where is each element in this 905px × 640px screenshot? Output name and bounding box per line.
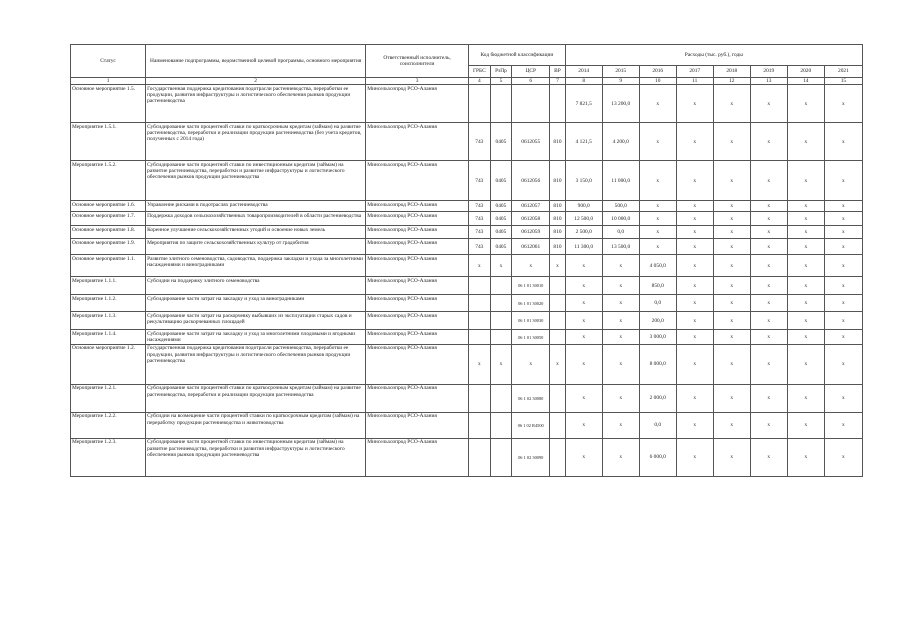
row-status: Основное мероприятие 1.1. (71, 255, 146, 277)
row-expense-value: x (565, 330, 602, 345)
row-expense-value: 900,0 (565, 201, 602, 212)
row-expense-value: x (787, 412, 824, 438)
header-year: 2017 (676, 66, 713, 78)
row-expense-value: x (676, 255, 713, 277)
row-grbs: x (469, 344, 491, 384)
row-grbs (469, 85, 491, 123)
row-expense-value: x (787, 201, 824, 212)
budget-table (70, 44, 863, 477)
row-expense-value: x (787, 255, 824, 277)
row-grbs (469, 384, 491, 412)
row-expense-value: x (824, 212, 862, 226)
row-expense-value: x (602, 277, 639, 295)
row-expense-value: x (750, 239, 787, 255)
row-name: Субсидирование части процентной ставки по краткосрочным кредитам (займам) на развитие растениеводства, переработки и реализации продукции растениеводства (без учета кредитов, полученных с 2014 года) (146, 123, 366, 161)
row-vr (550, 277, 565, 295)
row-expense-value: x (676, 384, 713, 412)
row-name: Субсидии на поддержку элитного семеноводства (146, 277, 366, 295)
row-expense-value: x (713, 295, 750, 312)
row-expense-value: x (676, 201, 713, 212)
row-expense-value: x (824, 161, 862, 201)
row-expense-value: x (824, 255, 862, 277)
row-name: Мероприятия по защите сельскохозяйственных культур от градобития (146, 239, 366, 255)
row-status: Мероприятие 1.2.1. (71, 384, 146, 412)
row-expense-value: x (750, 312, 787, 330)
row-expense-value: x (787, 212, 824, 226)
row-expense-value: x (676, 438, 713, 476)
table-row (71, 85, 863, 123)
row-name: Коренное улучшение сельскохозяйственных угодий и освоение новых земель (146, 226, 366, 239)
row-expense-value: x (713, 85, 750, 123)
row-csr: x (512, 344, 550, 384)
budget-table-page (70, 44, 863, 477)
column-number: 10 (639, 78, 676, 85)
row-name: Субсидирование части затрат на раскорчевку выбывших из эксплуатации старых садов и рекультивацию раскорчеванных площадей (146, 312, 366, 330)
row-expense-value: x (713, 255, 750, 277)
row-vr: 810 (550, 123, 565, 161)
row-expense-value: x (676, 412, 713, 438)
table-row (71, 330, 863, 345)
row-expense-value: x (602, 330, 639, 345)
row-csr: 0612056 (512, 161, 550, 201)
row-status: Мероприятие 1.2.2. (71, 412, 146, 438)
row-grbs (469, 438, 491, 476)
row-expense-value: x (713, 330, 750, 345)
row-status: Основное мероприятие 1.9. (71, 239, 146, 255)
row-vr: 810 (550, 161, 565, 201)
row-status: Основное мероприятие 1.2. (71, 344, 146, 384)
row-expense-value: 13 200,0 (602, 85, 639, 123)
row-expense-value: x (676, 226, 713, 239)
row-expense-value: x (713, 277, 750, 295)
column-number: 13 (750, 78, 787, 85)
row-expense-value: x (639, 226, 676, 239)
header-rzpr: РзПр (490, 66, 512, 78)
row-executor: Минсельхозпрод РСО-Алания (366, 384, 469, 412)
row-expense-value: x (676, 85, 713, 123)
row-expense-value: x (824, 277, 862, 295)
row-csr: 0612055 (512, 123, 550, 161)
row-vr (550, 412, 565, 438)
row-name: Субсидирование части процентной ставки по краткосрочным кредитам (займам) на развитие растениеводства, переработки и реализации продукции растениеводства (146, 384, 366, 412)
row-executor: Минсельхозпрод РСО-Алания (366, 312, 469, 330)
row-expense-value: 0,0 (639, 295, 676, 312)
row-csr: 06 1 02 R4500 (512, 412, 550, 438)
row-executor: Минсельхозпрод РСО-Алания (366, 438, 469, 476)
row-grbs (469, 277, 491, 295)
row-expense-value: x (602, 438, 639, 476)
row-csr: 06 1 01 30010 (512, 277, 550, 295)
row-csr: 0612059 (512, 226, 550, 239)
row-rzpr (490, 312, 512, 330)
row-rzpr: x (490, 255, 512, 277)
row-expense-value: x (787, 295, 824, 312)
row-expense-value: 10 000,0 (602, 212, 639, 226)
row-csr: 0612057 (512, 201, 550, 212)
row-name: Поддержка доходов сельскохозяйственных товаропроизводителей в области растениеводства (146, 212, 366, 226)
row-expense-value: 4 050,0 (639, 255, 676, 277)
row-expense-value: x (676, 212, 713, 226)
column-number: 15 (824, 78, 862, 85)
row-vr: 810 (550, 226, 565, 239)
row-status: Мероприятие 1.1.3. (71, 312, 146, 330)
row-expense-value: x (824, 239, 862, 255)
row-expense-value: x (713, 161, 750, 201)
table-row (71, 255, 863, 277)
row-rzpr: 0405 (490, 123, 512, 161)
row-expense-value: 2 500,0 (565, 226, 602, 239)
row-expense-value: x (787, 161, 824, 201)
row-expense-value: 11 000,0 (602, 161, 639, 201)
header-grbs: ГРБС (469, 66, 491, 78)
row-expense-value: x (787, 239, 824, 255)
row-grbs (469, 295, 491, 312)
row-expense-value: 200,0 (639, 312, 676, 330)
row-grbs: 743 (469, 226, 491, 239)
row-grbs: 743 (469, 239, 491, 255)
row-vr (550, 85, 565, 123)
row-executor: Минсельхозпрод РСО-Алания (366, 277, 469, 295)
row-executor: Минсельхозпрод РСО-Алания (366, 330, 469, 345)
column-number: 6 (512, 78, 550, 85)
row-expense-value: 11 300,0 (565, 239, 602, 255)
header-name: Наименование подпрограммы, ведомственной целевой программы, основного мероприятия (146, 45, 366, 78)
row-expense-value: x (676, 123, 713, 161)
row-expense-value: x (824, 438, 862, 476)
header-vr: ВР (550, 66, 565, 78)
row-rzpr: 0405 (490, 201, 512, 212)
row-grbs: 743 (469, 212, 491, 226)
row-status: Основное мероприятие 1.7. (71, 212, 146, 226)
row-expense-value: x (565, 277, 602, 295)
row-expense-value: x (787, 85, 824, 123)
row-expense-value: x (750, 295, 787, 312)
header-expenses: Расходы (тыс. руб.), годы (565, 45, 862, 66)
table-row (71, 212, 863, 226)
row-vr (550, 330, 565, 345)
row-expense-value: x (602, 344, 639, 384)
column-number: 5 (490, 78, 512, 85)
column-number: 12 (713, 78, 750, 85)
row-expense-value: x (676, 295, 713, 312)
row-csr: 06 1 02 30080 (512, 384, 550, 412)
row-executor: Минсельхозпрод РСО-Алания (366, 255, 469, 277)
header-budget-code: Код бюджетной классификации (469, 45, 566, 66)
row-csr: 06 1 02 30090 (512, 438, 550, 476)
row-rzpr (490, 85, 512, 123)
row-name: Развитие элитного семеноводства, садоводства, поддержка закладки и ухода за многолетними насаждениями и виноградниками (146, 255, 366, 277)
row-expense-value: x (602, 384, 639, 412)
row-expense-value: x (824, 384, 862, 412)
row-vr: x (550, 344, 565, 384)
row-status: Мероприятие 1.5.2. (71, 161, 146, 201)
row-expense-value: 7 821,5 (565, 85, 602, 123)
row-expense-value: 850,0 (639, 277, 676, 295)
row-vr: 810 (550, 239, 565, 255)
row-expense-value: x (824, 330, 862, 345)
row-csr (512, 85, 550, 123)
row-vr: 810 (550, 212, 565, 226)
column-number: 8 (565, 78, 602, 85)
row-expense-value: x (639, 239, 676, 255)
row-rzpr: 0405 (490, 212, 512, 226)
row-expense-value: x (676, 312, 713, 330)
row-grbs: 743 (469, 123, 491, 161)
header-year: 2015 (602, 66, 639, 78)
row-expense-value: x (824, 344, 862, 384)
row-expense-value: x (713, 212, 750, 226)
row-status: Основное мероприятие 1.5. (71, 85, 146, 123)
table-row (71, 344, 863, 384)
row-expense-value: x (824, 226, 862, 239)
table-row (71, 384, 863, 412)
row-expense-value: x (787, 123, 824, 161)
row-rzpr (490, 330, 512, 345)
row-grbs: x (469, 255, 491, 277)
row-status: Мероприятие 1.1.2. (71, 295, 146, 312)
column-number: 9 (602, 78, 639, 85)
row-name: Субсидирование части процентной ставки по инвестиционным кредитам (займам) на развитие растениеводства, переработки и развитие инфраструктуры и логистического обеспечения рынков продукции растениеводства (146, 161, 366, 201)
row-expense-value: x (824, 85, 862, 123)
table-row (71, 161, 863, 201)
row-expense-value: x (713, 412, 750, 438)
row-expense-value: 13 500,0 (602, 239, 639, 255)
row-executor: Минсельхозпрод РСО-Алания (366, 295, 469, 312)
row-expense-value: x (824, 123, 862, 161)
table-row (71, 123, 863, 161)
column-number: 2 (146, 78, 366, 85)
row-expense-value: x (750, 201, 787, 212)
row-expense-value: x (713, 384, 750, 412)
table-row (71, 312, 863, 330)
row-executor: Минсельхозпрод РСО-Алания (366, 85, 469, 123)
row-expense-value: x (824, 295, 862, 312)
row-expense-value: x (602, 312, 639, 330)
row-status: Мероприятие 1.1.1. (71, 277, 146, 295)
row-expense-value: x (565, 295, 602, 312)
header-year: 2018 (713, 66, 750, 78)
row-status: Мероприятие 1.5.1. (71, 123, 146, 161)
header-year: 2016 (639, 66, 676, 78)
row-expense-value: x (750, 277, 787, 295)
row-expense-value: x (639, 201, 676, 212)
row-expense-value: x (787, 438, 824, 476)
row-expense-value: x (565, 312, 602, 330)
row-expense-value: x (750, 85, 787, 123)
row-expense-value: x (787, 226, 824, 239)
row-csr: 06 1 01 30030 (512, 312, 550, 330)
row-name: Управление рисками в подотраслях растениеводства (146, 201, 366, 212)
row-expense-value: 8 000,0 (639, 344, 676, 384)
table-row (71, 201, 863, 212)
row-status: Мероприятие 1.1.4. (71, 330, 146, 345)
row-expense-value: 4 200,0 (602, 123, 639, 161)
row-grbs (469, 312, 491, 330)
row-executor: Минсельхозпрод РСО-Алания (366, 226, 469, 239)
row-vr (550, 312, 565, 330)
row-expense-value: x (713, 226, 750, 239)
row-name: Субсидирование части затрат на закладку и уход за виноградниками (146, 295, 366, 312)
table-row (71, 239, 863, 255)
row-expense-value: x (750, 344, 787, 384)
row-grbs: 743 (469, 201, 491, 212)
row-executor: Минсельхозпрод РСО-Алания (366, 201, 469, 212)
row-expense-value: x (565, 344, 602, 384)
row-expense-value: x (602, 255, 639, 277)
row-rzpr: 0405 (490, 226, 512, 239)
row-expense-value: x (713, 201, 750, 212)
row-expense-value: x (602, 295, 639, 312)
row-expense-value: x (750, 255, 787, 277)
row-expense-value: x (787, 344, 824, 384)
row-grbs (469, 330, 491, 345)
column-number: 1 (71, 78, 146, 85)
row-vr: 810 (550, 201, 565, 212)
row-name: Государственная поддержка кредитования подотрасли растениеводства, переработки ее продукции, развития инфраструктуры и логистического обеспечения рынков продукции растениеводства (146, 344, 366, 384)
row-vr (550, 384, 565, 412)
row-expense-value: x (676, 239, 713, 255)
row-expense-value: 0,0 (639, 412, 676, 438)
row-expense-value: x (824, 312, 862, 330)
row-executor: Минсельхозпрод РСО-Алания (366, 212, 469, 226)
header-year: 2019 (750, 66, 787, 78)
row-expense-value: 12 500,0 (565, 212, 602, 226)
row-rzpr (490, 295, 512, 312)
column-number: 4 (469, 78, 491, 85)
row-name: Субсидии на возмещение части процентной ставки по краткосрочным кредитам (займам) на переработку продукции растениеводства и животноводства (146, 412, 366, 438)
column-number: 3 (366, 78, 469, 85)
row-expense-value: 0,0 (602, 226, 639, 239)
row-expense-value: x (824, 201, 862, 212)
row-csr: 06 1 01 30050 (512, 330, 550, 345)
row-expense-value: x (565, 384, 602, 412)
row-csr: x (512, 255, 550, 277)
header-status: Статус (71, 45, 146, 78)
table-row (71, 277, 863, 295)
column-number: 7 (550, 78, 565, 85)
row-expense-value: x (824, 412, 862, 438)
row-expense-value: x (713, 344, 750, 384)
header-year: 2021 (824, 66, 862, 78)
row-expense-value: 3 150,0 (565, 161, 602, 201)
row-expense-value: x (750, 330, 787, 345)
row-expense-value: x (750, 226, 787, 239)
row-expense-value: x (639, 212, 676, 226)
row-expense-value: x (676, 330, 713, 345)
row-expense-value: x (787, 384, 824, 412)
row-executor: Минсельхозпрод РСО-Алания (366, 412, 469, 438)
row-expense-value: x (750, 161, 787, 201)
row-status: Основное мероприятие 1.6. (71, 201, 146, 212)
row-rzpr: 0405 (490, 161, 512, 201)
table-row (71, 412, 863, 438)
row-rzpr (490, 384, 512, 412)
row-status: Мероприятие 1.2.3. (71, 438, 146, 476)
row-executor: Минсельхозпрод РСО-Алания (366, 123, 469, 161)
row-expense-value: 500,0 (602, 201, 639, 212)
row-expense-value: x (787, 277, 824, 295)
row-expense-value: x (565, 412, 602, 438)
row-status: Основное мероприятие 1.8. (71, 226, 146, 239)
row-expense-value: x (639, 85, 676, 123)
table-row (71, 438, 863, 476)
row-rzpr (490, 277, 512, 295)
header-year: 2014 (565, 66, 602, 78)
table-row (71, 295, 863, 312)
row-expense-value: 4 121,5 (565, 123, 602, 161)
row-rzpr: 0405 (490, 239, 512, 255)
row-expense-value: x (565, 438, 602, 476)
row-expense-value: x (750, 384, 787, 412)
row-expense-value: 3 000,0 (639, 330, 676, 345)
row-expense-value: x (787, 330, 824, 345)
row-expense-value: x (602, 412, 639, 438)
row-vr: x (550, 255, 565, 277)
row-expense-value: x (787, 312, 824, 330)
header-csr: ЦСР (512, 66, 550, 78)
row-expense-value: x (676, 161, 713, 201)
header-year: 2020 (787, 66, 824, 78)
row-expense-value: x (676, 277, 713, 295)
row-expense-value: x (713, 438, 750, 476)
row-expense-value: x (565, 255, 602, 277)
row-csr: 06 1 01 30020 (512, 295, 550, 312)
row-rzpr: x (490, 344, 512, 384)
row-expense-value: x (713, 312, 750, 330)
row-name: Субсидирование части затрат на закладку и уход за многолетними плодовыми и ягодными насаждениями (146, 330, 366, 345)
row-expense-value: x (750, 412, 787, 438)
row-grbs (469, 412, 491, 438)
row-expense-value: x (750, 123, 787, 161)
row-expense-value: 6 000,0 (639, 438, 676, 476)
row-expense-value: 2 000,0 (639, 384, 676, 412)
row-vr (550, 438, 565, 476)
row-name: Государственная поддержка кредитования подотрасли растениеводства, переработки ее продукции, развития инфраструктуры и логистического обеспечения рынков продукции растениеводства (146, 85, 366, 123)
row-name: Субсидирование части процентной ставки по инвестиционным кредитам (займам) на развитие растениеводства, переработки и развития инфраструктуры и логистического обеспечения рынков продукции растениеводства (146, 438, 366, 476)
column-number: 14 (787, 78, 824, 85)
table-row (71, 226, 863, 239)
row-executor: Минсельхозпрод РСО-Алания (366, 239, 469, 255)
row-rzpr (490, 438, 512, 476)
row-executor: Минсельхозпрод РСО-Алания (366, 344, 469, 384)
row-expense-value: x (676, 344, 713, 384)
row-csr: 0612061 (512, 239, 550, 255)
row-csr: 0612058 (512, 212, 550, 226)
row-expense-value: x (750, 212, 787, 226)
row-expense-value: x (639, 161, 676, 201)
row-vr (550, 295, 565, 312)
row-expense-value: x (639, 123, 676, 161)
row-rzpr (490, 412, 512, 438)
row-expense-value: x (713, 123, 750, 161)
row-executor: Минсельхозпрод РСО-Алания (366, 161, 469, 201)
header-executor: Ответственный исполнитель, соисполнители (366, 45, 469, 78)
column-number: 11 (676, 78, 713, 85)
row-expense-value: x (713, 239, 750, 255)
row-expense-value: x (750, 438, 787, 476)
row-grbs: 743 (469, 161, 491, 201)
